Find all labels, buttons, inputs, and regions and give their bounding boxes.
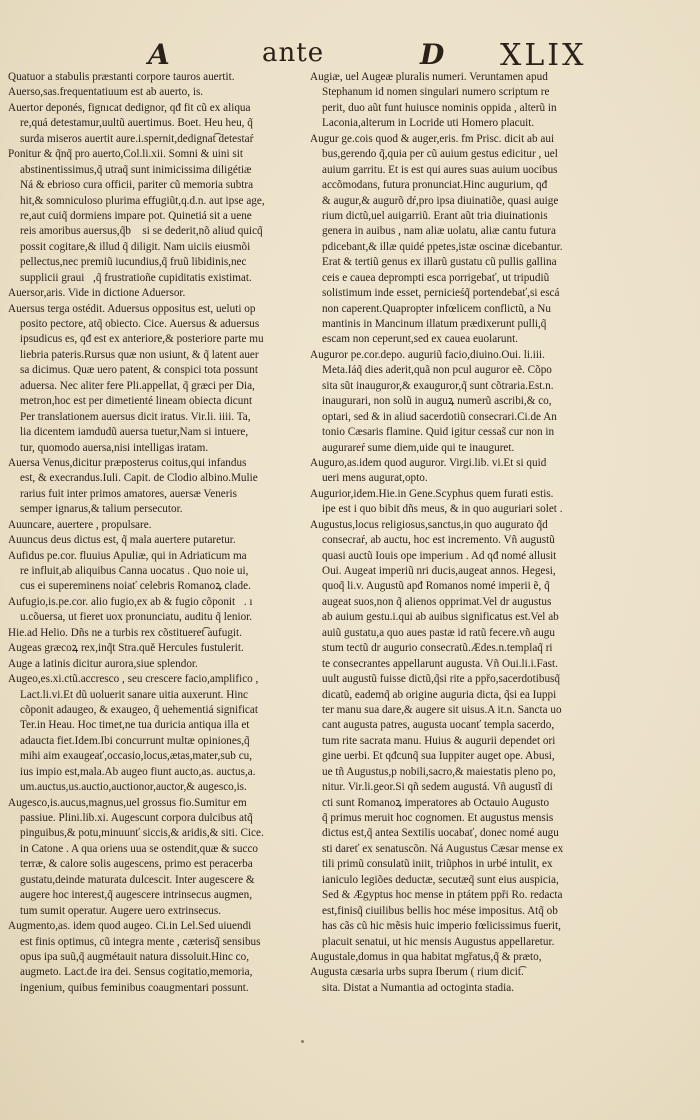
text-column-right bbox=[310, 70, 602, 996]
text-line: Aufidus pe.cor. fluuius Apuliæ, qui in Adriaticum ma bbox=[8, 549, 247, 562]
text-line: Oui. Augeat imperiũ nri ducis,augeat annos. Hegesi, bbox=[322, 565, 556, 577]
text-line: Augesco,is.aucus,magnus,uel grossus fio.Sumitur em bbox=[8, 796, 247, 809]
text-line: ue tñ Augustus,p nobili,sacro,& maiestatis pleno po, bbox=[322, 765, 556, 778]
text-line: ianiculo legiões deductæ, secutæq̃ sunt eius auspicia, bbox=[322, 873, 559, 886]
text-line: Auge a latinis dicitur aurora,siue splendor. bbox=[8, 657, 198, 670]
header-word: ante bbox=[262, 38, 325, 68]
text-line: metron,hoc est per dimetienté lineam obiecta dicunt bbox=[20, 395, 253, 408]
text-line: tum sumit operatur. Augere uero extrinsecus. bbox=[20, 904, 222, 917]
text-line: dicatũ, eademq̃ ab origine auguria dicta, q̃si ea Iuppi bbox=[322, 688, 557, 701]
text-line: Augustale,domus in qua habitat mgřatus,q̃ & præto, bbox=[310, 950, 542, 963]
text-line: perit, duo aũt funt huiusce nominis oppida , alterũ in bbox=[322, 101, 557, 114]
text-line: sti dareť ex senatuscõn. Ná Augustus Cæsar mense ex bbox=[322, 842, 564, 855]
text-line: um.auctus,us.auctio,auctionor,auctor,& augesco,is. bbox=[20, 781, 247, 794]
text-line: re,aut cuiq̃ dormiens impare pot. Quinetiá sit a uene bbox=[20, 209, 252, 222]
text-line: sa dicimus. Quæ uero patent, & conspici tota possunt bbox=[20, 364, 259, 377]
text-line: Stephanum id nomen singulari numero scriptum re bbox=[322, 86, 550, 99]
text-line: Quatuor a stabulis præstanti corpore tauros auertit. bbox=[8, 71, 235, 83]
text-line: te consecrantes appellarunt augusta. Vñ Oui.li.i.Fast. bbox=[322, 657, 558, 670]
text-line: sita. Distat a Numantia ad octoginta stadia. bbox=[322, 981, 515, 994]
text-line: Augurior,idem.Hie.in Gene.Scyphus quem furati estis. bbox=[310, 487, 554, 500]
text-line: Hie.ad Helio. Dñs ne a turbis rex cõstitueret͡ aufugit. bbox=[8, 626, 242, 639]
text-line: augeat suos,non q̃ alienos opprimat.Vel dr augustus bbox=[322, 595, 552, 608]
text-line: augmeto. Lact.de ira dei. Sensus cogitatio,memoria, bbox=[20, 966, 253, 979]
text-line: est, & execrandus.Iuli. Capit. de Clodio albino.Mulie bbox=[20, 472, 258, 485]
text-line: possit cogitare,& illud q̃ diligit. Nam uiciis eiusmõi bbox=[20, 240, 251, 253]
text-line: Lact.li.vi.Et dũ uoluerit sanare uitia auxerunt. Hinc bbox=[20, 688, 249, 701]
text-line: Auuncare, auertere , propulsare. bbox=[8, 518, 152, 531]
text-line: Ter.in Heau. Hoc timet,ne tua duricia antiqua illa et bbox=[20, 719, 250, 732]
text-line: Augusta cæsaria urbs supra Iberum ( rium dicit͡. bbox=[310, 966, 524, 979]
text-line: Augeas græcoꝝ rex,inq̃t Stra.quě Hercules fustulerit. bbox=[8, 642, 244, 655]
text-line: gustatu,deinde maturata dulcescit. Inter augescere & bbox=[20, 873, 255, 886]
text-line: surda miseros auertit aure.i.spernit,dedignat͡ detestaŕ bbox=[20, 132, 254, 145]
text-line: augurareŕ sume diem,uide qui te inauguret. bbox=[322, 441, 515, 454]
text-line: cõponit adaugeo, & exaugeo, q̃ uehementiá significat bbox=[20, 703, 258, 716]
text-line: aduersa. Nec aliter fere Pli.appellat, q̃ græci per Dia, bbox=[20, 379, 255, 392]
text-line: has cãs cũ hic mẽsis huic imperio fœlicissimus fuerit, bbox=[322, 920, 561, 933]
text-line: Meta.Iáq̃ dies aderit,quã non pcul auguror eẽ. Cõpo bbox=[322, 364, 552, 377]
text-line: ueri mens augurat,opto. bbox=[322, 472, 428, 485]
text-line: quasi auctũ Iouis ope imperium . Ad qđ nomé allusit bbox=[322, 549, 557, 562]
text-line: optari, sed & in aliud sacerdotiũ consecrari.Ci.de An bbox=[322, 410, 557, 423]
text-line: consecraŕ, ab auctu, hoc est incremento. Vñ augustũ bbox=[322, 534, 555, 547]
text-line: semper ignarus,& talium persecutor. bbox=[20, 503, 183, 516]
text-line: rium dictũ,uel auigarriũ. Erant aũt tria diuinationis bbox=[322, 209, 548, 222]
text-line: Ponitur & q̃nq̃ pro auerto,Col.li.xii. Somni & uini sit bbox=[8, 148, 243, 161]
text-line: posito pectore, atq̃ obiecto. Cice. Auersus & aduersus bbox=[20, 318, 260, 330]
text-line: escam non ceperunt,sed ex cauea euolarunt. bbox=[322, 333, 518, 346]
text-line: auium garritu. Et is est qui aures suas auium uocibus bbox=[322, 163, 558, 176]
text-line: in Catone . A qua oriens uua se ostendit,quæ & succo bbox=[20, 842, 259, 855]
text-line: mihi aim exaugeať,occasio,locus,ætas,mater,sub cu, bbox=[20, 750, 253, 763]
text-line: Auersor,aris. Vide in dictione Aduersor. bbox=[8, 287, 186, 300]
text-line: ius impio est,mala.Ab augeo fiunt aucto,as. auctus,a. bbox=[20, 765, 256, 778]
text-line: Laconia,alterum in Locride uti Homero placuit. bbox=[322, 117, 535, 130]
text-line: Per translationem auersus dicit iratus. Vir.li. iiii. Ta, bbox=[20, 410, 251, 423]
text-line: mantinis in Mancinum illatum prædixerunt pulli,q̃ bbox=[322, 318, 547, 330]
text-line: ceis e cauea deprompti esca porrigebať, ut tripudiũ bbox=[322, 271, 550, 284]
text-line: tili primũ consulatũ iniit, triũphos in urbé intulit, ex bbox=[322, 858, 553, 871]
text-line: non caperent.Quapropter infœlicem conflictũ, a Nu bbox=[322, 302, 551, 315]
text-line: passiue. Plini.lib.xi. Augescunt corpora dulcibus atq̃ bbox=[20, 812, 253, 824]
text-line: pinguibus,& potu,minuunť siccis,& aridis,& siti. Cice. bbox=[20, 827, 264, 840]
text-line: accõmodans, futura pronunciat.Hinc augurium, qđ bbox=[322, 179, 548, 192]
text-line: tum rite sacrata manu. Huius & augurii dependet ori bbox=[322, 734, 556, 747]
text-line: liebria pateris.Rursus quæ non usiunt, & q̃ latent auer bbox=[20, 348, 259, 361]
text-line: Augustus,locus religiosus,sanctus,in quo augurato q̃d bbox=[310, 518, 548, 531]
text-line: supplicii graui᷑,q̃ frustratioñe cupiditatis existimat. bbox=[20, 271, 252, 284]
text-line: Erat & tertiũ genus ex illarũ gustatu cũ pullis gallina bbox=[322, 256, 557, 269]
text-line: stum tectũ dr augurio consecratũ.Ædes.n.templaq̃ ri bbox=[322, 642, 553, 655]
text-line: ter manu sua dare,& augere sit uisus.A it.n. Sancta uo bbox=[322, 703, 562, 716]
text-line: tonio Cæsaris flamine. Quid igitur cessas̃ cur non in bbox=[322, 426, 555, 439]
text-line: dictus est,q̃ antea Sextilis uocabať, donec nomé augu bbox=[322, 827, 559, 840]
text-line: ab auium gestu.i.qui ab auibus significatus est.Vel ab bbox=[322, 611, 559, 624]
text-line: pellectus,nec premiũ iucundius,q̃ fruũ libidinis,nec bbox=[20, 256, 247, 269]
text-line: hit,& somniculoso plurima effugiũt,q.d.n. aut ipse age, bbox=[20, 194, 265, 207]
text-line: Auguro,as.idem quod auguror. Virgi.lib. vi.Et si quid bbox=[310, 456, 547, 469]
text-line: terræ, & calore solis augescens, primo est peracerba bbox=[20, 858, 253, 871]
text-line: Auerso,sas.frequentatiuum est ab auerto, is. bbox=[8, 86, 204, 99]
text-line: lia dicentem iamdudũ auersa tuetur,Nam si intuere, bbox=[20, 426, 249, 439]
text-line: gine uerbi. Et qđcunq̃ sua Iuppiter auget ope. Abusi, bbox=[322, 750, 555, 763]
header-letter-left: A bbox=[148, 38, 171, 71]
text-line: abstinentissimus,q̃ utraq̃ sunt inimicissima diligétiæ bbox=[20, 163, 252, 176]
text-line: Augmento,as. idem quod augeo. Ci.in Lel.Sed uiuendi bbox=[8, 920, 252, 933]
text-line: tur, quomodo auersa,nisi intelligas iratam. bbox=[20, 441, 209, 454]
text-line: opus ipa suũ,q̃ augmétauit natura dissoluit.Hinc co, bbox=[20, 950, 249, 963]
text-line: nitur. Vir.li.geor.Si qñ sedem augustá. Vñ augustĩ di bbox=[322, 781, 553, 794]
text-line: cus ei supereminens noiať celebris Romanoꝝ clade. bbox=[20, 580, 251, 593]
text-line: re,quá detestamur,uultũ auertimus. Boet. Heu heu, q̃ bbox=[20, 117, 253, 130]
text-line: Auertor deponés, fignıcat dedignor, qđ fit cũ ex aliqua bbox=[8, 101, 251, 114]
text-line: bus,gerendo q̃,quia per cũ auium gestus edicitur , uel bbox=[322, 148, 558, 161]
text-line: rarius fuit inter primos amatores, auersæ Veneris bbox=[20, 487, 237, 500]
text-line: Ná & ebrioso cura officii, pariter cũ memoria subtra bbox=[20, 179, 254, 192]
text-column-left bbox=[8, 70, 300, 996]
text-line: cti sunt Romanoꝝ imperatores ab Octauio Augusto bbox=[322, 796, 550, 809]
text-line: placuit senatui, ut hic mensis Augustus appellaretur. bbox=[322, 935, 555, 948]
text-line: augere hoc interest,q̃ augescere intrinsecus augmen, bbox=[20, 889, 253, 902]
text-line: ipsudicus es, qđ est ex anteriore,& posteriore parte mu bbox=[20, 333, 264, 346]
text-line: genera in auibus , nam aliæ uolatu, aliæ cantu futura bbox=[322, 225, 556, 238]
text-line: Auersus terga ostédit. Aduersus oppositus est, ueluti op bbox=[8, 302, 256, 315]
text-line: est,finisq̃ ciuilibus bellis hoc mése impositus. Atq̃ ob bbox=[322, 904, 558, 917]
text-line: Augeo,es.xi.ctũ.accresco , seu crescere facio,amplifico , bbox=[8, 673, 259, 686]
text-line: pdicebant,& illæ quidé ppetes,istæ oscinæ dicebantur. bbox=[322, 240, 563, 253]
text-line: sita sũt inauguror,& exauguror,q̃ sunt cõtraria.Est.n. bbox=[322, 379, 554, 392]
margin-dot bbox=[301, 1040, 304, 1043]
text-line: Augiæ, uel Augeæ pluralis numeri. Veruntamen apud bbox=[310, 71, 548, 83]
text-line: uult augustũ fuisse dictũ,q̃si rite a ppřo,sacerdotibusq̃ bbox=[322, 673, 561, 686]
text-line: q̃ primus meruit hoc cognomen. Et augustus mensis bbox=[322, 812, 554, 824]
text-line: cant augusta patres, augusta uocanť templa sacerdo, bbox=[322, 719, 555, 732]
text-line: ingenium, quibus feminibus coaugmentari possunt. bbox=[20, 981, 249, 994]
header-letter-middle: D bbox=[420, 38, 446, 71]
text-line: reis amoribus auersus,q̃b᷑ si se dederit,nõ aliud quicq̃ bbox=[20, 225, 263, 238]
text-line: Aufugio,is.pe.cor. alio fugio,ex ab & fugio cõponit᷑. ı bbox=[8, 595, 253, 608]
text-line: Augur ge.cois quod & auger,eris. fm Prisc. dicit ab aui bbox=[310, 132, 555, 145]
text-line: quoq̃ li.v. Augustũ apđ Romanos nomé imperii ẽ, q̃ bbox=[322, 580, 550, 593]
text-line: Sed & Ægyptus hoc mense in ptátem ppři Ro. redacta bbox=[322, 889, 563, 902]
text-line: Auersa Venus,dicitur præposterus coitus,qui infandus bbox=[8, 456, 247, 469]
text-line: ipe est i quo bibit dñs meus, & in quo auguriari solet . bbox=[322, 503, 563, 516]
text-line: Auguror pe.cor.depo. auguriũ facio,diuino.Oui. li.iii. bbox=[310, 348, 545, 361]
text-line: solistimum inde esset, pernicieśq̃ portendebať,si escá bbox=[322, 287, 560, 300]
text-line: u.cõuersa, ut fieret uox pronunciatu, auditu q̃ lenior. bbox=[20, 611, 253, 624]
text-line: re influit,ab aliquibus Canna uocatus . Quo noie ui, bbox=[20, 565, 249, 577]
text-line: & augur,& augurõ dŕ,pro ipsa diuinatiõe, quasi auige bbox=[322, 194, 559, 207]
text-line: inaugurari, non solũ in auguꝝ numerũ ascribi,& co, bbox=[322, 395, 552, 408]
text-line: adaucta fiet.Idem.Ibi concurrunt multæ opiniones,q̃ bbox=[20, 734, 250, 747]
folio-number: XLIX bbox=[500, 38, 587, 73]
text-line: Auuncus deus dictus est, q̃ mala auertere putaretur. bbox=[8, 534, 236, 547]
text-line: auiũ gustatu,a quo aues pastæ id ratũ fecere.vñ augu bbox=[322, 626, 555, 639]
text-line: est finis optimus, cũ integra mente , cæterisq̃ sensibus bbox=[20, 935, 261, 948]
